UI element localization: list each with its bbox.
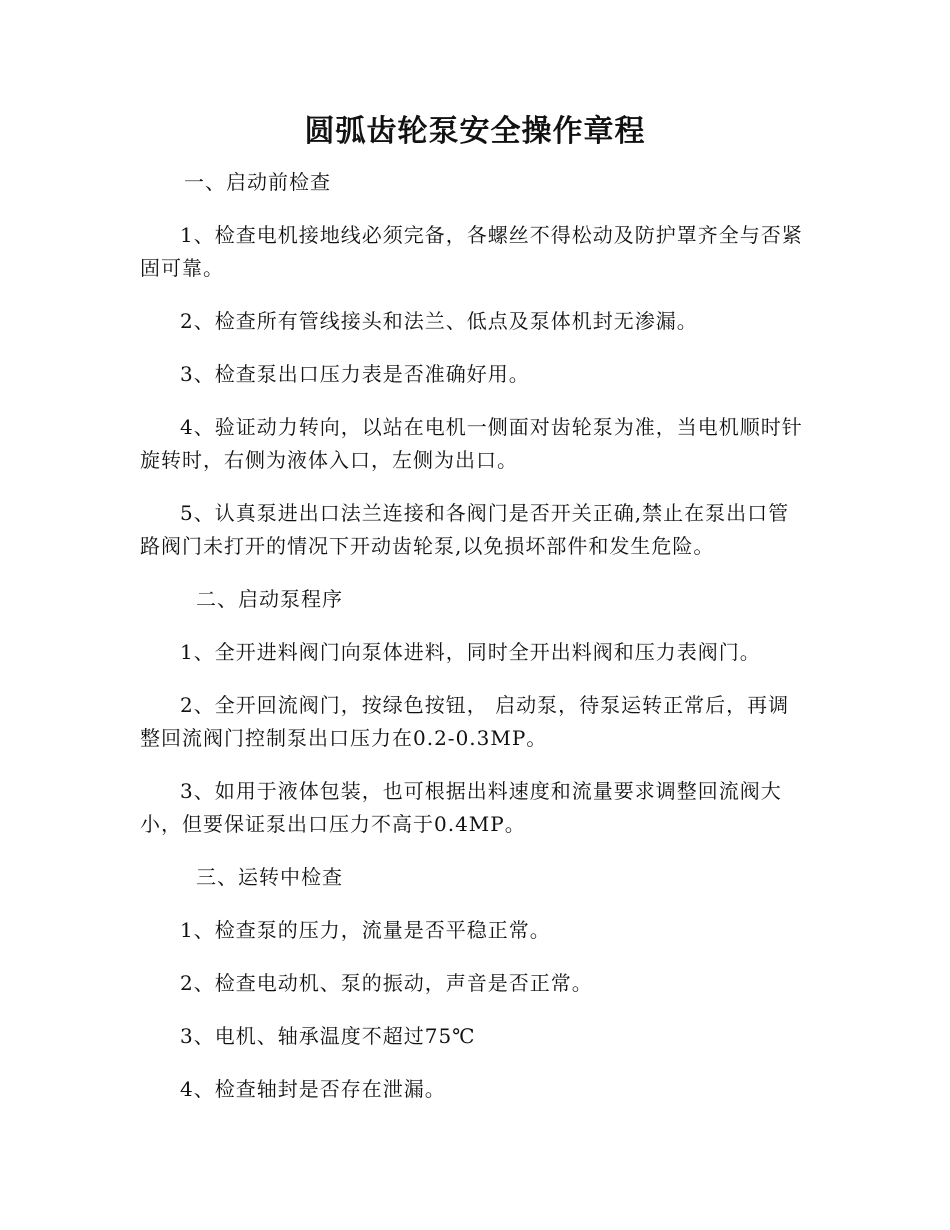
paragraph: 3、如用于液体包装，也可根据出料速度和流量要求调整回流阀大小，但要保证泵出口压力不高于0.4MP。 [140, 779, 782, 836]
document-body [140, 166, 808, 1126]
section-heading-running-check: 三、运转中检查 [196, 865, 343, 889]
section-heading-pre-start-check: 一、启动前检查 [184, 170, 331, 194]
paragraph: 1、检查电机接地线必须完备，各螺丝不得松动及防护罩齐全与否紧固可靠。 [140, 223, 803, 280]
paragraph: 3、检查泵出口压力表是否准确好用。 [180, 362, 530, 386]
paragraph: 2、全开回流阀门，按绿色按钮， 启动泵，待泵运转正常后，再调整回流阀门控制泵出口压力在0.2-0.3MP。 [140, 693, 790, 750]
paragraph: 2、检查所有管线接头和法兰、低点及泵体机封无渗漏。 [180, 309, 698, 333]
section-heading-start-procedure: 二、启动泵程序 [196, 587, 343, 611]
paragraph: 5、认真泵进出口法兰连接和各阀门是否开关正确,禁止在泵出口管路阀门未打开的情况下开动齿轮泵,以免损坏部件和发生危险。 [140, 501, 790, 558]
document-title: 圆弧齿轮泵安全操作章程 [304, 114, 646, 149]
paragraph: 4、验证动力转向，以站在电机一侧面对齿轮泵为准，当电机顺时针旋转时，右侧为液体入口，左侧为出口。 [140, 415, 803, 472]
paragraph: 3、电机、轴承温度不超过75℃ [180, 1024, 476, 1048]
paragraph: 1、全开进料阀门向泵体进料，同时全开出料阀和压力表阀门。 [180, 640, 761, 664]
paragraph: 4、检查轴封是否存在泄漏。 [180, 1077, 446, 1101]
paragraph: 1、检查泵的压力，流量是否平稳正常。 [180, 918, 551, 942]
paragraph: 2、检查电动机、泵的振动，声音是否正常。 [180, 971, 593, 995]
